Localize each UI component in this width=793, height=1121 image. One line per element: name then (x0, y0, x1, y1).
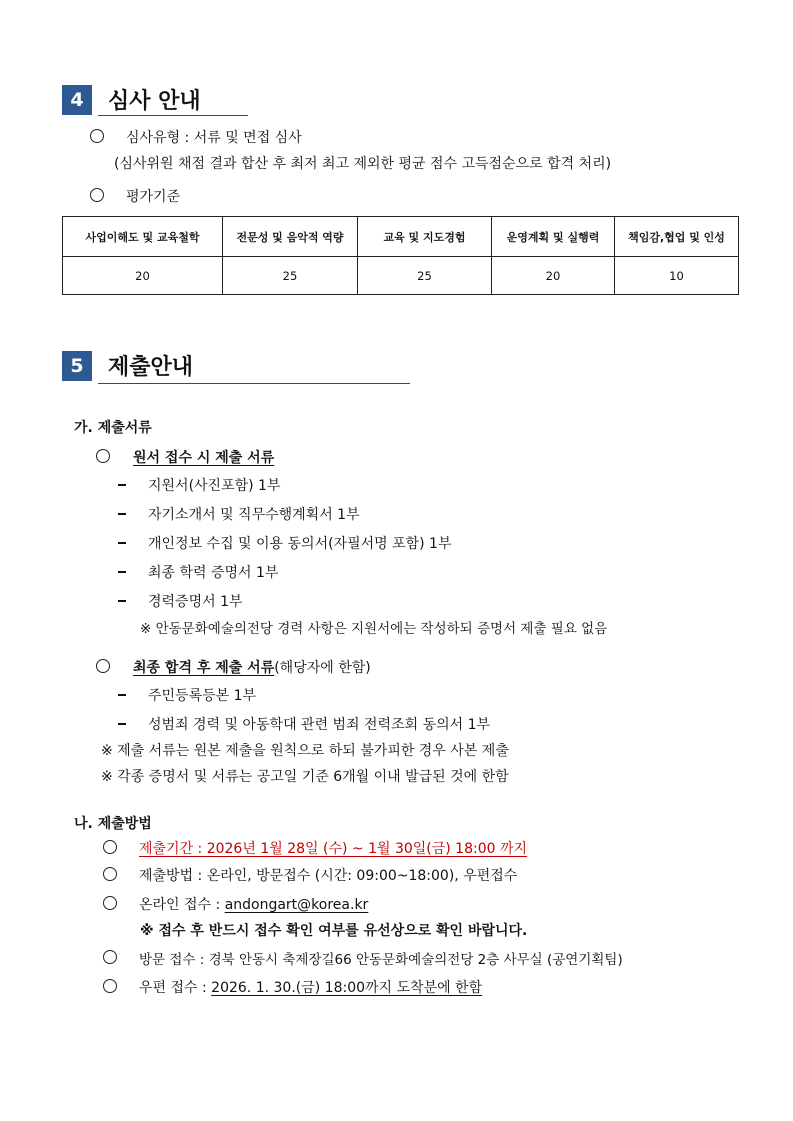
table-cell: 20 (63, 257, 223, 295)
review-type: 심사유형 : 서류 및 면접 심사 (126, 130, 302, 146)
list-item: 지원서(사진포함) 1부 (148, 478, 281, 494)
section-title: 심사 안내 (108, 89, 201, 114)
circle-bullet-icon (103, 979, 117, 993)
online-label: 온라인 접수 : (139, 897, 225, 913)
table-header-cell: 전문성 및 음악적 역량 (223, 217, 358, 257)
list-item: 경력증명서 1부 (148, 594, 243, 610)
final-docs-heading: 최종 합격 후 제출 서류 (133, 660, 275, 676)
dash-bullet-icon (118, 694, 126, 696)
table-header-cell: 운영계획 및 실행력 (492, 217, 615, 257)
dash-bullet-icon (118, 600, 126, 602)
final-docs-heading-suffix: (해당자에 한함) (274, 660, 371, 676)
circle-bullet-icon (96, 659, 110, 673)
circle-bullet-icon (90, 129, 104, 143)
circle-bullet-icon (90, 188, 104, 202)
dash-bullet-icon (118, 484, 126, 486)
table-cell: 25 (358, 257, 492, 295)
review-type-note: (심사위원 채점 결과 합산 후 최저 최고 제외한 평균 점수 고득점순으로 합격 처리) (114, 156, 612, 172)
circle-bullet-icon (103, 896, 117, 910)
table-cell: 10 (615, 257, 739, 295)
table-header-cell: 책임감,협업 및 인성 (615, 217, 739, 257)
submission-method: 제출방법 : 온라인, 방문접수 (시간: 09:00~18:00), 우편접수 (139, 868, 518, 884)
online-email-link[interactable]: andongart@korea.kr (224, 897, 369, 913)
note: ※ 제출 서류는 원본 제출을 원칙으로 하되 불가피한 경우 사본 제출 (101, 743, 509, 759)
table-header-row (63, 217, 739, 257)
mail-deadline: 2026. 1. 30.(금) 18:00까지 도착분에 한함 (211, 980, 483, 996)
criteria-label: 평가기준 (126, 189, 181, 205)
table-header-cell: 사업이해도 및 교육철학 (63, 217, 223, 257)
circle-bullet-icon (103, 950, 117, 964)
circle-bullet-icon (103, 867, 117, 881)
circle-bullet-icon (103, 840, 117, 854)
list-item: 개인정보 수집 및 이용 동의서(자필서명 포함) 1부 (148, 536, 452, 552)
dash-bullet-icon (118, 542, 126, 544)
section-title: 제출안내 (108, 355, 194, 380)
section-underline (98, 115, 248, 116)
section-underline (98, 383, 410, 384)
dash-bullet-icon (118, 723, 126, 725)
visit-submission: 방문 접수 : 경북 안동시 축제장길66 안동문화예술의전당 2층 사무실 (공연기획팀) (139, 952, 623, 968)
section-number-badge: 5 (62, 351, 92, 381)
table-cell: 25 (223, 257, 358, 295)
apply-note: ※ 안동문화예술의전당 경력 사항은 지원서에는 작성하되 증명서 제출 필요 없음 (140, 621, 608, 637)
table-header-cell: 교육 및 지도경험 (358, 217, 492, 257)
list-item: 최종 학력 증명서 1부 (148, 565, 279, 581)
section-number-badge: 4 (62, 85, 92, 115)
circle-bullet-icon (96, 449, 110, 463)
list-item: 주민등록등본 1부 (148, 688, 257, 704)
list-item: 자기소개서 및 직무수행계획서 1부 (148, 507, 360, 523)
dash-bullet-icon (118, 571, 126, 573)
note: ※ 각종 증명서 및 서류는 공고일 기준 6개월 이내 발급된 것에 한함 (101, 769, 509, 785)
table-cell: 20 (492, 257, 615, 295)
dash-bullet-icon (118, 513, 126, 515)
mail-label: 우편 접수 : (139, 980, 212, 996)
list-item: 성범죄 경력 및 아동학대 관련 범죄 전력조회 동의서 1부 (148, 717, 491, 733)
evaluation-table (62, 216, 739, 295)
apply-docs-heading: 원서 접수 시 제출 서류 (133, 450, 275, 466)
method-heading: 나. 제출방법 (74, 816, 152, 832)
table-row (63, 257, 739, 295)
online-note: ※ 접수 후 반드시 접수 확인 여부를 유선상으로 확인 바랍니다. (140, 923, 528, 939)
docs-heading: 가. 제출서류 (74, 420, 152, 436)
submission-period: 제출기간 : 2026년 1월 28일 (수) ~ 1월 30일(금) 18:00 까지 (139, 841, 528, 857)
